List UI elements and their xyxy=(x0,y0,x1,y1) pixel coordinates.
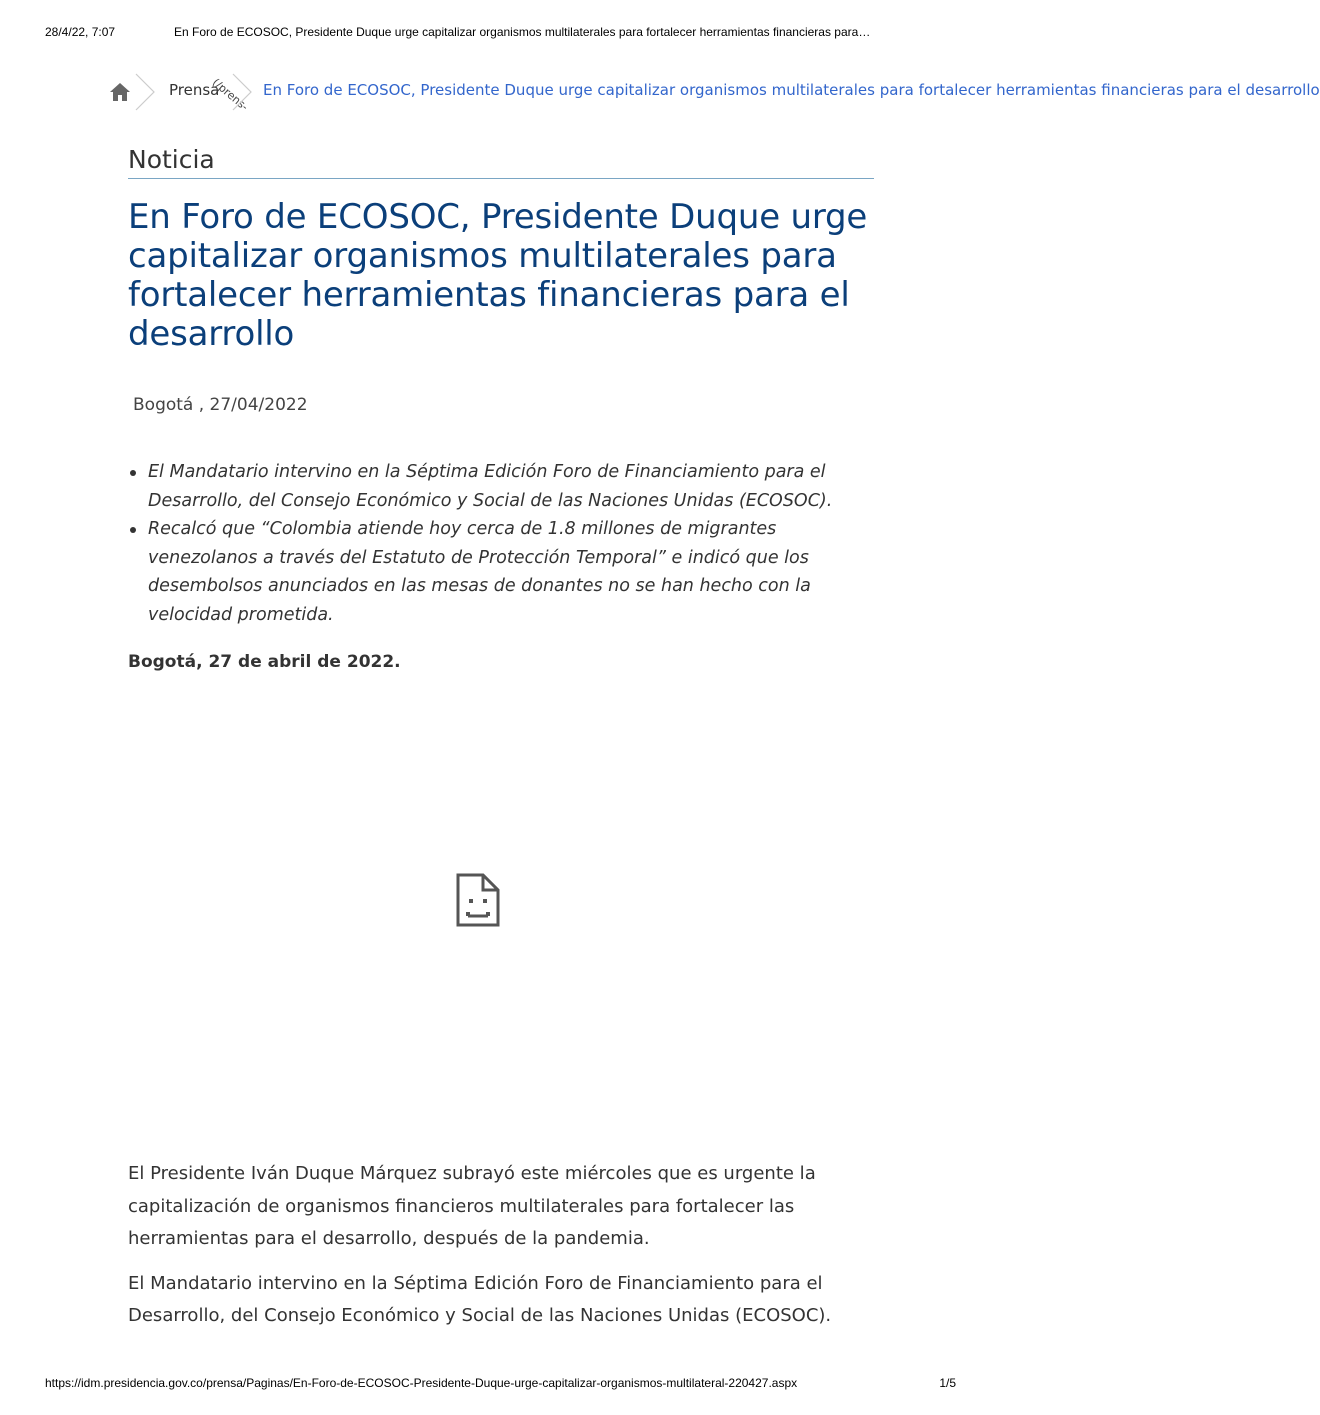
print-page-number: 1/5 xyxy=(939,1376,956,1390)
breadcrumb-current-page[interactable]: En Foro de ECOSOC, Presidente Duque urge capitalizar organismos multilaterales para fortalecer herramientas financieras para el desarrollo xyxy=(263,81,1320,99)
print-page-title: En Foro de ECOSOC, Presidente Duque urge capitalizar organismos multilaterales para fortalecer herramientas financieras para… xyxy=(174,25,871,39)
chevron-right-icon xyxy=(231,72,253,112)
lead-date: Bogotá, 27 de abril de 2022. xyxy=(128,652,401,672)
home-icon[interactable] xyxy=(108,80,132,104)
summary-item: El Mandatario intervino en la Séptima Edición Foro de Financiamiento para el Desarrollo, del Consejo Económico y Social de las Naciones Unidas (ECOSOC). xyxy=(128,458,888,515)
article-body xyxy=(128,1158,878,1345)
summary-list xyxy=(128,458,888,629)
article-dateline: Bogotá , 27/04/2022 xyxy=(133,395,308,415)
print-datetime: 28/4/22, 7:07 xyxy=(45,25,116,39)
section-label: Noticia xyxy=(128,145,874,179)
article-title: En Foro de ECOSOC, Presidente Duque urge capitalizar organismos multilaterales para fortalecer herramientas financieras para el desarrollo xyxy=(128,197,868,354)
breadcrumb-broken-link-text: (/prens- xyxy=(209,76,251,114)
print-header xyxy=(0,25,1000,41)
print-footer xyxy=(0,1376,1000,1392)
body-paragraph: El Presidente Iván Duque Márquez subrayó este miércoles que es urgente la capitalización de organismos financieros multilaterales para fortalecer las herramientas para el desarrollo, después de la pandemia. xyxy=(128,1163,816,1249)
chevron-right-icon xyxy=(134,72,156,112)
breadcrumb-prensa-link[interactable]: Prensa xyxy=(169,81,220,99)
summary-item: Recalcó que “Colombia atiende hoy cerca de 1.8 millones de migrantes venezolanos a través del Estatuto de Protección Temporal” e indicó que los desembolsos anunciados en las mesas de donantes no se han hecho con la velocidad prometida. xyxy=(128,515,888,629)
broken-image-icon xyxy=(455,872,501,928)
breadcrumb xyxy=(108,72,1320,114)
body-paragraph: El Mandatario intervino en la Séptima Edición Foro de Financiamiento para el Desarrollo, del Consejo Económico y Social de las Naciones Unidas (ECOSOC). xyxy=(128,1272,832,1326)
print-url: https://idm.presidencia.gov.co/prensa/Paginas/En-Foro-de-ECOSOC-Presidente-Duque-urge-capitalizar-organismos-multilateral-220427.aspx xyxy=(45,1376,798,1390)
